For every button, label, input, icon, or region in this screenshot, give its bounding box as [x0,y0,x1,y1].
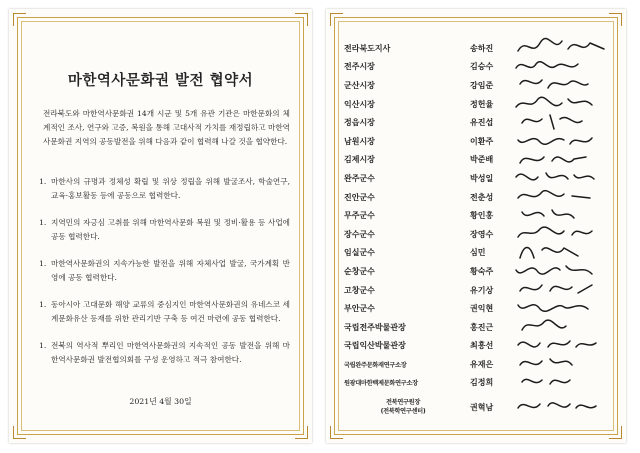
signatory-name: 최흥선 [470,341,494,351]
signatory-name: 권혁남 [470,402,494,412]
clause-text: 지역민의 자긍심 고취를 위해 마한역사문화 복원 및 정비·활용 등 사업에 공동 협력한다. [51,218,290,241]
signatory-title: 정읍시장 [344,118,375,128]
signature-page [326,9,626,443]
signatory-name: 이환주 [470,136,494,146]
signatory-title: 국립전주박물관장 [344,322,406,332]
signatory-title: 전북연구원장 (전북학연구센터) [380,399,426,416]
signatory-name: 황인홍 [470,211,494,221]
signatory-name: 심민 [470,248,486,258]
agreement-page [9,9,312,443]
signatory-name: 유재은 [470,359,494,369]
corner-ornament [330,426,343,439]
signatory-name: 김승수 [470,62,494,72]
signatory-title: 국립익산박물관장 [344,341,406,351]
signatory-title: 군산시장 [344,80,375,90]
clause-list [39,175,290,380]
signatory-name: 유진섭 [470,118,494,128]
clause-text: 동아시아 고대문화 해양 교류의 중심지인 마한역사문화권의 유네스코 세계문화유산 등재를 위한 관리기반 구축 등 여건 마련에 공동 협력한다. [51,300,290,323]
signatory-name: 박성일 [470,173,494,183]
signatory-name: 황숙주 [470,266,494,276]
signatory-title: 무주군수 [344,211,375,221]
signatory-title: 전라북도지사 [344,43,391,53]
clause-text: 전북의 역사적 뿌리인 마한역사문화권의 지속적인 공동 발전을 위해 마한역사문화권 발전협의회를 구성 운영하고 적극 참여한다. [51,341,290,364]
signatory-row [342,392,612,422]
signatory-title: 임실군수 [344,248,375,258]
clause-item [39,257,290,285]
corner-ornament [13,13,26,26]
signatory-title: 남원시장 [344,136,375,146]
signatory-title: 완주군수 [344,173,375,183]
corner-ornament [609,426,622,439]
clause-number: 1. [39,300,47,309]
clause-number: 1. [39,218,47,227]
corner-ornament [330,13,343,26]
agreement-date: 2021년 4월 30일 [129,397,192,406]
signatory-title: 익산시장 [344,99,375,109]
document-title: 마한역사문화권 발전 협약서 [67,73,254,89]
handwritten-signature [512,394,622,418]
corner-ornament [295,13,308,26]
corner-ornament [13,426,26,439]
signatory-title: 전주시장 [344,62,375,72]
clause-item [39,339,290,367]
handwritten-signature [512,370,622,394]
signatory-row [342,374,612,393]
signatory-title: 원광대마한백제문화연구소장 [344,380,418,388]
signatory-title: 김제시장 [344,155,375,165]
clause-number: 1. [39,341,47,350]
signatory-title: 진안군수 [344,192,375,202]
signatory-list [342,39,612,422]
corner-ornament [609,13,622,26]
signatory-name: 유기상 [470,285,494,295]
signatory-title: 장수군수 [344,229,375,239]
signatory-name: 정헌율 [470,99,494,109]
corner-ornament [295,426,308,439]
signatory-name: 송하진 [470,43,494,53]
clause-number: 1. [39,259,47,268]
clause-item [39,298,290,326]
signatory-title: 부안군수 [344,304,375,314]
signatory-name: 권익현 [470,304,494,314]
clause-number: 1. [39,177,47,186]
signatory-title: 순창군수 [344,266,375,276]
signatory-name: 강임준 [470,80,494,90]
clause-text: 마한역사문화권의 지속가능한 발전을 위해 자체사업 발굴, 국가계획 반영에 공동 협력한다. [51,259,290,282]
clause-item [39,175,290,203]
signatory-name: 전춘성 [470,192,494,202]
signatory-name: 박준배 [470,155,494,165]
clause-item [39,216,290,244]
signatory-name: 김정희 [470,378,494,388]
signatory-title: 국립완주문화재연구소장 [344,361,407,369]
signatory-name: 장영수 [470,229,494,239]
signatory-title: 고창군수 [344,285,375,295]
clause-text: 마한사의 규명과 정체성 확립 및 위상 정립을 위해 발굴조사, 학술연구, 교육·홍보활동 등에 공동으로 협력한다. [51,177,290,200]
signatory-name: 홍진근 [470,322,494,332]
preamble: 전라북도와 마한역사문화권 14개 시군 및 5개 유관 기관은 마한문화의 체계적인 조사, 연구와 고증, 복원을 통해 고대사적 가치를 재정립하고 마한역사문화권 지역의 공동발전을 위해 다음과 같이 협력해 나갈 것을 협약한다. [43,109,290,146]
